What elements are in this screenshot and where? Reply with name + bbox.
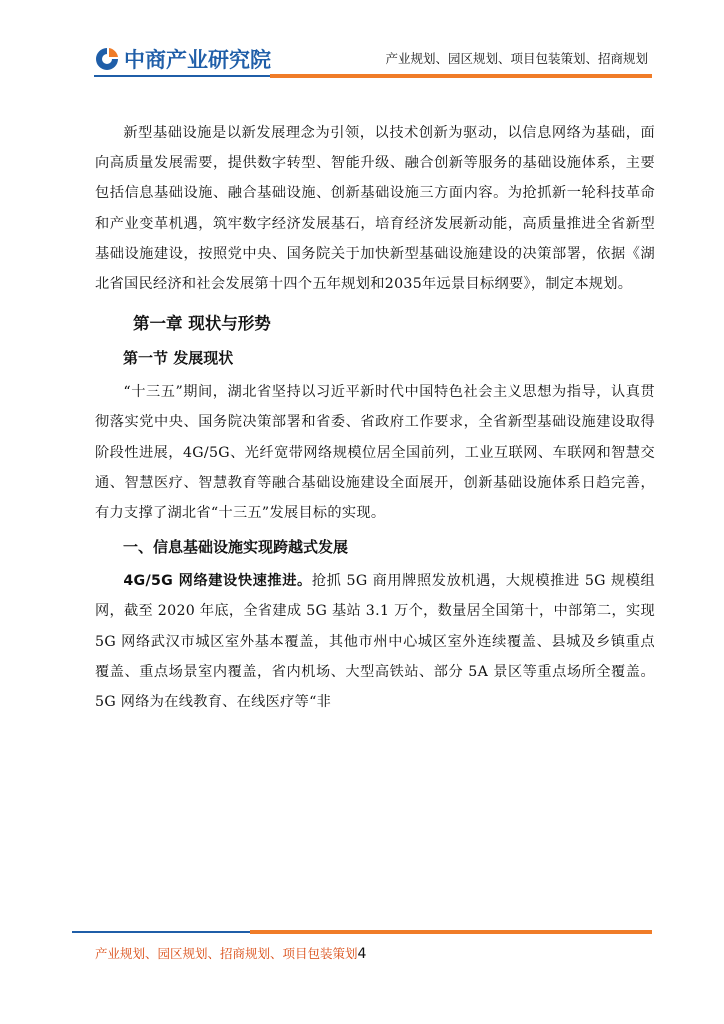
- brand-logo: [94, 44, 271, 74]
- header-rule-blue: [94, 75, 270, 77]
- footer-text: 产业规划、园区规划、招商规划、项目包装策划: [95, 946, 358, 961]
- header-tagline: 产业规划、园区规划、项目包装策划、招商规划: [385, 51, 648, 66]
- page-number: 4: [357, 946, 367, 962]
- page-footer: [95, 944, 366, 962]
- footer-rule-orange: [250, 930, 652, 934]
- intro-paragraph: 新型基础设施是以新发展理念为引领，以技术创新为驱动，以信息网络为基础，面向高质量发展需要，提供数字转型、智能升级、融合创新等服务的基础设施体系，主要包括信息基础设施、融合基础设施、创新基础设施三方面内容。为抢抓新一轮科技革命和产业变革机遇，筑牢数字经济发展基石，培育经济发展新动能，高质量推进全省新型基础设施建设，按照党中央、国务院关于加快新型基础设施建设的决策部署，依据《湖北省国民经济和社会发展第十四个五年规划和2035年远景目标纲要》，制定本规划。: [95, 125, 655, 293]
- logo-icon: [94, 46, 120, 72]
- point-text: 抢抓 5G 商用牌照发放机遇，大规模推进 5G 规模组网，截至 2020 年底，全省建成 5G 基站 3.1 万个，数量居全国第十，中部第二，实现 5G 网络武汉市城区室外基本覆盖，其他市州中心城区室外连续覆盖、县城及乡镇重点覆盖、重点场景室内覆盖，省内机场、大型高铁站、部分 5A 景区等重点场所全覆盖。5G 网络为在线教育、在线医疗等“非: [95, 573, 655, 711]
- document-body: [95, 118, 655, 717]
- subsection-title: 一、信息基础设施实现跨越式发展: [123, 538, 349, 557]
- chapter-title: 第一章 现状与形势: [133, 314, 271, 334]
- point-paragraph: [95, 566, 655, 717]
- footer-rule-blue: [72, 931, 250, 933]
- section-title: 第一节 发展现状: [123, 349, 234, 368]
- logo-text: 中商产业研究院: [124, 48, 271, 72]
- point-lead: 4G/5G 网络建设快速推进。: [123, 573, 312, 590]
- header-rule-orange: [270, 74, 652, 78]
- section-paragraph: “十三五”期间，湖北省坚持以习近平新时代中国特色社会主义思想为指导，认真贯彻落实党中央、国务院决策部署和省委、省政府工作要求，全省新型基础设施建设取得阶段性进展，4G/5G、光纤宽带网络规模位居全国前列，工业互联网、车联网和智慧交通、智慧医疗、智慧教育等融合基础设施建设全面展开，创新基础设施体系日趋完善，有力支撑了湖北省“十三五”发展目标的实现。: [95, 384, 655, 522]
- page-header: [0, 0, 724, 90]
